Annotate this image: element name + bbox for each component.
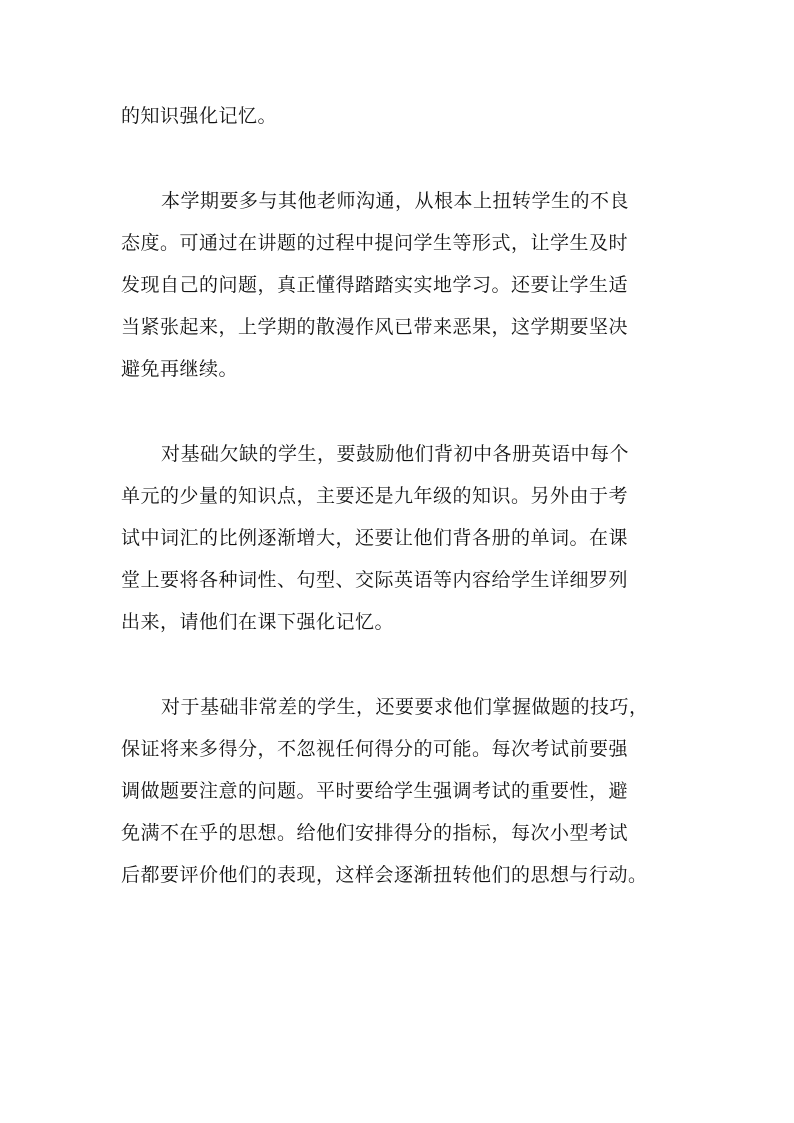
paragraph-4-line-1: 对于基础非常差的学生，还要要求他们掌握做题的技巧， — [161, 696, 649, 718]
paragraph-2-line-1: 本学期要多与其他老师沟通，从根本上扭转学生的不良 — [161, 190, 630, 212]
paragraph-4-line-5: 后都要评价他们的表现，这样会逐渐扭转他们的思想与行动。 — [121, 864, 648, 886]
paragraph-3-line-3: 试中词汇的比例逐渐增大，还要让他们背各册的单词。在课 — [121, 527, 629, 549]
paragraph-4-line-3: 调做题要注意的问题。平时要给学生强调考试的重要性，避 — [121, 780, 629, 802]
paragraph-4-line-4: 免满不在乎的思想。给他们安排得分的指标，每次小型考试 — [121, 822, 629, 844]
paragraph-2-line-5: 避免再继续。 — [121, 358, 239, 380]
paragraph-4-line-2: 保证将来多得分，不忽视任何得分的可能。每次考试前要强 — [121, 738, 629, 760]
paragraph-3-line-2: 单元的少量的知识点，主要还是九年级的知识。另外由于考 — [121, 485, 629, 507]
paragraph-2-line-2: 态度。可通过在讲题的过程中提问学生等形式，让学生及时 — [121, 232, 629, 254]
paragraph-3-line-5: 出来，请他们在课下强化记忆。 — [121, 611, 395, 633]
paragraph-1-line-1: 的知识强化记忆。 — [121, 105, 278, 127]
paragraph-3-line-1: 对基础欠缺的学生，要鼓励他们背初中各册英语中每个 — [161, 443, 630, 465]
paragraph-2-line-3: 发现自己的问题，真正懂得踏踏实实地学习。还要让学生适 — [121, 274, 629, 296]
paragraph-2-line-4: 当紧张起来，上学期的散漫作风已带来恶果，这学期要坚决 — [121, 316, 629, 338]
paragraph-3-line-4: 堂上要将各种词性、句型、交际英语等内容给学生详细罗列 — [121, 569, 629, 591]
